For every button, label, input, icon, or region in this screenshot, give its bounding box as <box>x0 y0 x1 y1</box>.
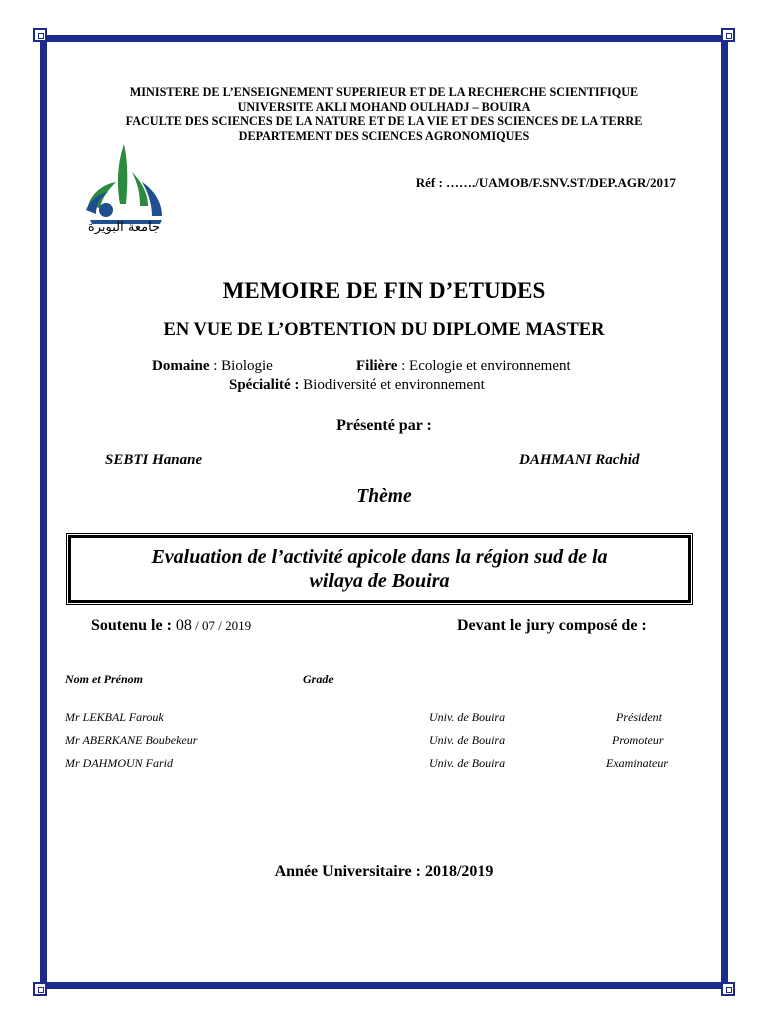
institution-header <box>60 85 708 143</box>
defense-day: 08 <box>175 617 192 634</box>
author-name: DAHMANI Rachid <box>519 452 640 468</box>
filiere-field <box>356 358 571 375</box>
presented-by-label: Présenté par : <box>336 417 432 434</box>
jury-member-role: Président <box>616 710 662 724</box>
domain-label: Domaine <box>152 358 210 374</box>
jury-member-role: Examinateur <box>606 756 668 770</box>
defense-month-year: / 07 / 2019 <box>191 618 252 633</box>
university-line: UNIVERSITE AKLI MOHAND OULHADJ – BOUIRA <box>237 99 531 114</box>
ministry-line: MINISTERE DE L’ENSEIGNEMENT SUPERIEUR ET DE LA RECHERCHE SCIENTIFIQUE <box>129 85 639 99</box>
reference-number: Réf : ……./UAMOB/F.SNV.ST/DEP.AGR/2017 <box>415 175 676 190</box>
jury-column-header: Grade <box>303 672 334 686</box>
jury-member-affiliation: Univ. de Bouira <box>429 710 506 724</box>
corner-ornament-bottom-right <box>721 982 735 996</box>
document-title: MEMOIRE DE FIN D’ETUDES <box>222 278 546 303</box>
theme-title-line: Evaluation de l’activité apicole dans la région sud de la <box>151 546 608 568</box>
filiere-label: Filière <box>356 358 398 374</box>
theme-label: Thème <box>356 486 412 507</box>
filiere-value: : Ecologie et environnement <box>397 358 571 374</box>
speciality-field <box>229 377 485 394</box>
jury-member-name: Mr ABERKANE Boubekeur <box>65 733 198 747</box>
theme-title-box <box>68 535 691 603</box>
corner-ornament-top-right <box>721 28 735 42</box>
jury-heading: Devant le jury composé de : <box>457 617 647 634</box>
author-name: SEBTI Hanane <box>105 452 203 468</box>
document-subtitle: EN VUE DE L’OBTENTION DU DIPLOME MASTER <box>163 320 605 340</box>
defense-label: Soutenu le : <box>91 617 176 634</box>
jury-member-name: Mr DAHMOUN Farid <box>65 756 173 770</box>
corner-ornament-bottom-left <box>33 982 47 996</box>
jury-member-name: Mr LEKBAL Farouk <box>65 710 164 724</box>
speciality-label: Spécialité : <box>229 377 300 393</box>
university-logo-icon <box>82 142 166 242</box>
academic-year: Année Universitaire : 2018/2019 <box>274 863 494 880</box>
department-line: DEPARTEMENT DES SCIENCES AGRONOMIQUES <box>238 128 530 143</box>
domain-value: : Biologie <box>209 358 273 374</box>
corner-ornament-top-left <box>33 28 47 42</box>
jury-member-affiliation: Univ. de Bouira <box>429 733 506 747</box>
jury-member-affiliation: Univ. de Bouira <box>429 756 506 770</box>
domain-field <box>152 358 273 375</box>
jury-member-role: Promoteur <box>612 733 664 747</box>
defense-date <box>91 617 251 635</box>
jury-column-header: Nom et Prénom <box>65 672 143 686</box>
faculty-line: FACULTE DES SCIENCES DE LA NATURE ET DE LA VIE ET DES SCIENCES DE LA TERRE <box>125 114 643 128</box>
theme-title-line: wilaya de Bouira <box>309 570 450 592</box>
speciality-value: Biodiversité et environnement <box>299 377 485 393</box>
logo-arabic-caption: جامعة البويرة <box>87 220 161 235</box>
